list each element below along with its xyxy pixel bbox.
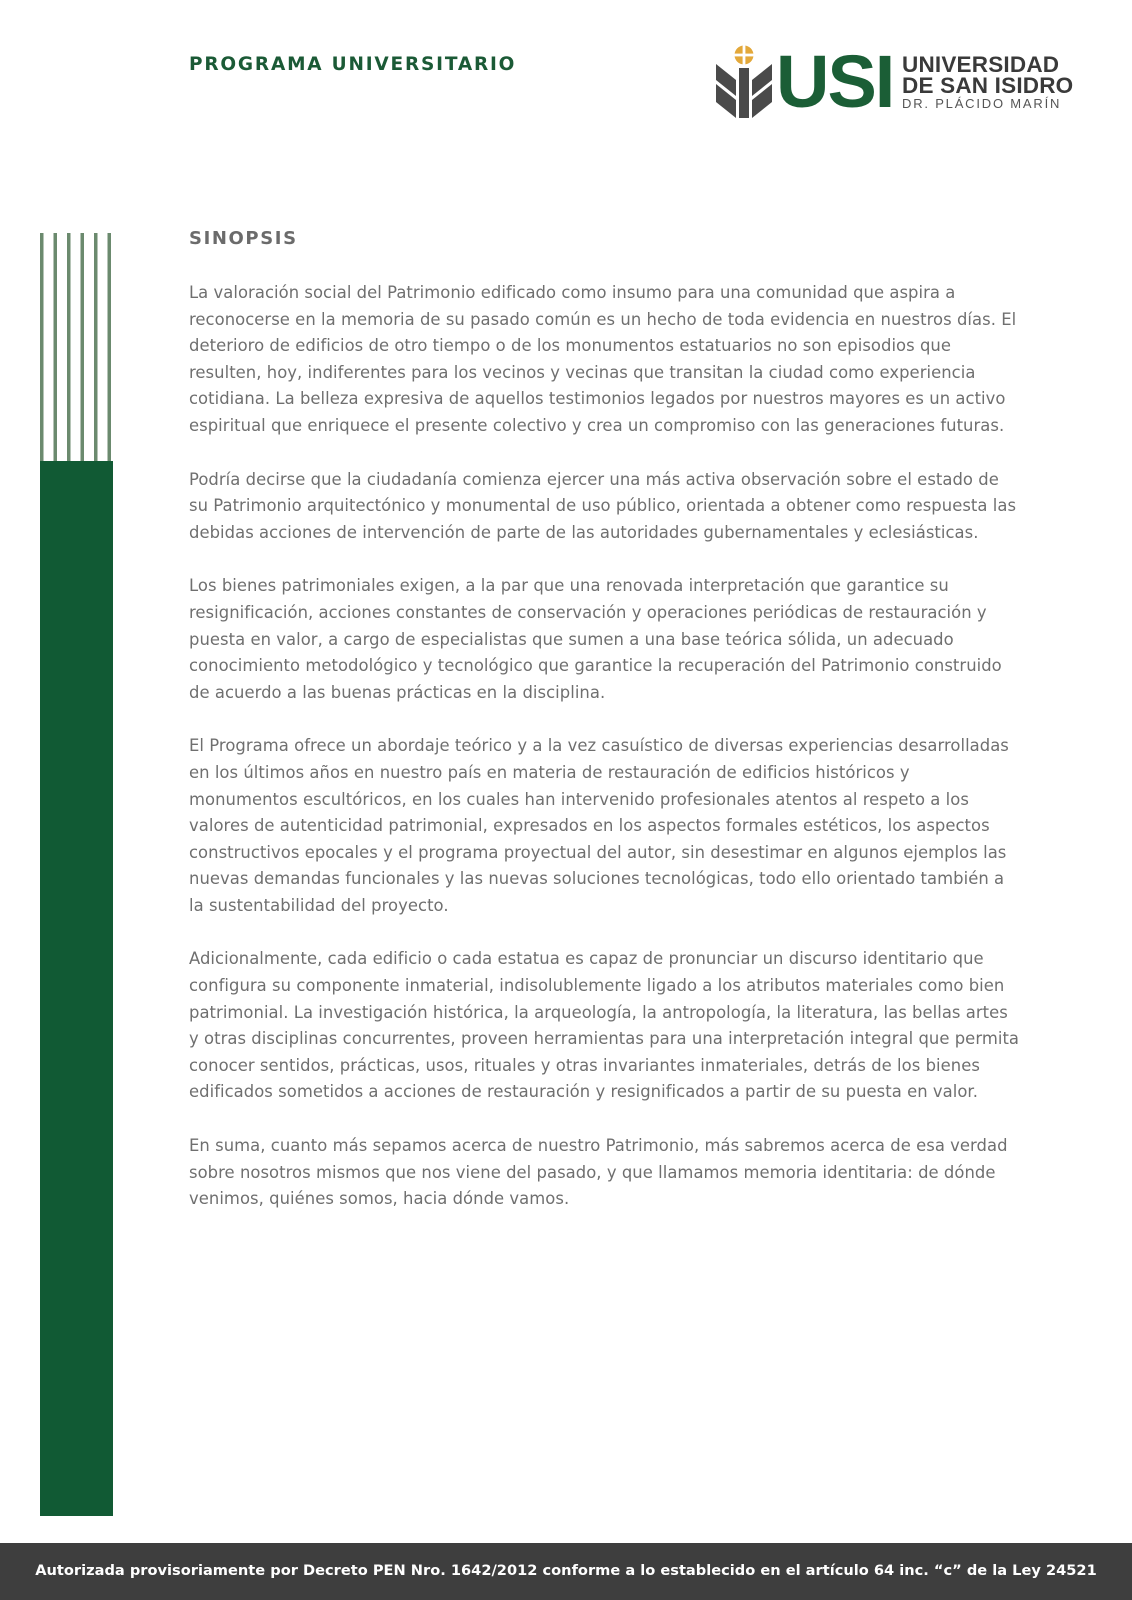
- logo-line-san-isidro: DE SAN ISIDRO: [902, 73, 1074, 98]
- logo-line-placido-marin: DR. PLÁCIDO MARÍN: [902, 96, 1062, 111]
- synopsis-body: [189, 280, 1019, 1240]
- program-label: PROGRAMA UNIVERSITARIO: [189, 54, 517, 75]
- paragraph: Los bienes patrimoniales exigen, a la par que una renovada interpretación que garantice su resignificación, acciones constantes de conservación y operaciones periódicas de restauración y puesta en valor, a cargo de especialistas que sumen a una base teórica sólida, un adecuado conocimiento metodológico y tecnológico que garantice la recuperación del Patrimonio construido de acuerdo a las buenas prácticas en la disciplina.: [189, 576, 1002, 702]
- paragraph: La valoración social del Patrimonio edificado como insumo para una comunidad que aspira a reconocerse en la memoria de su pasado común es un hecho de toda evidencia en nuestros días. El deterioro de edificios de otro tiempo o de los monumentos estatuarios no son episodios que resulten, hoy, indiferentes para los vecinos y vecinas que transitan la ciudad como experiencia cotidiana. La belleza expresiva de aquellos testimonios legados por nuestros mayores es un activo espiritual que enriquece el presente colectivo y crea un compromiso con las generaciones futuras.: [189, 283, 1017, 435]
- page-footer: [0, 1543, 1132, 1600]
- decorative-side-bars: [40, 233, 113, 1516]
- university-logo: [714, 40, 1074, 123]
- paragraph: El Programa ofrece un abordaje teórico y a la vez casuístico de diversas experiencias desarrolladas en los últimos años en nuestro país en materia de restauración de edificios históricos y monumentos escultóricos, en los cuales han intervenido profesionales atentos al respeto a los valores de autenticidad patrimonial, expresados en los aspectos formales estéticos, los aspectos constructivos epocales y el programa proyectual del autor, sin desestimar en algunos ejemplos las nuevas demandas funcionales y las nuevas soluciones tecnológicas, todo ello orientado también a la sustentabilidad del proyecto.: [189, 736, 1009, 915]
- logo-acronym: USI: [776, 40, 894, 123]
- paragraph: Adicionalmente, cada edificio o cada estatua es capaz de pronunciar un discurso identitario que configura su componente inmaterial, indisolublemente ligado a los atributos materiales como bien patrimonial. La investigación histórica, la arqueología, la antropología, la literatura, las bellas artes y otras disciplinas concurrentes, proveen herramientas para una interpretación integral que permita conocer sentidos, prácticas, usos, rituales y otras invariantes inmateriales, detrás de los bienes edificados sometidos a acciones de restauración y resignificados a partir de su puesta en valor.: [189, 949, 1020, 1102]
- usi-leaf-cross-icon: [714, 44, 774, 120]
- paragraph: En suma, cuanto más sepamos acerca de nuestro Patrimonio, más sabremos acerca de esa verdad sobre nosotros mismos que nos viene del pasado, y que llamamos memoria identitaria: de dónde venimos, quiénes somos, hacia dónde vamos.: [189, 1136, 1008, 1209]
- logo-line-universidad: UNIVERSIDAD: [902, 52, 1060, 77]
- footer-legal-text: Autorizada provisoriamente por Decreto PEN Nro. 1642/2012 conforme a lo establecido en el artículo 64 inc. “c” de la Ley 24521: [35, 1562, 1097, 1579]
- section-heading: SINOPSIS: [189, 228, 298, 249]
- paragraph: Podría decirse que la ciudadanía comienza ejercer una más activa observación sobre el estado de su Patrimonio arquitectónico y monumental de uso público, orientada a obtener como respuesta las debidas acciones de intervención de parte de las autoridades gubernamentales y eclesiásticas.: [189, 469, 1017, 542]
- logo-wordmark: [902, 54, 1073, 112]
